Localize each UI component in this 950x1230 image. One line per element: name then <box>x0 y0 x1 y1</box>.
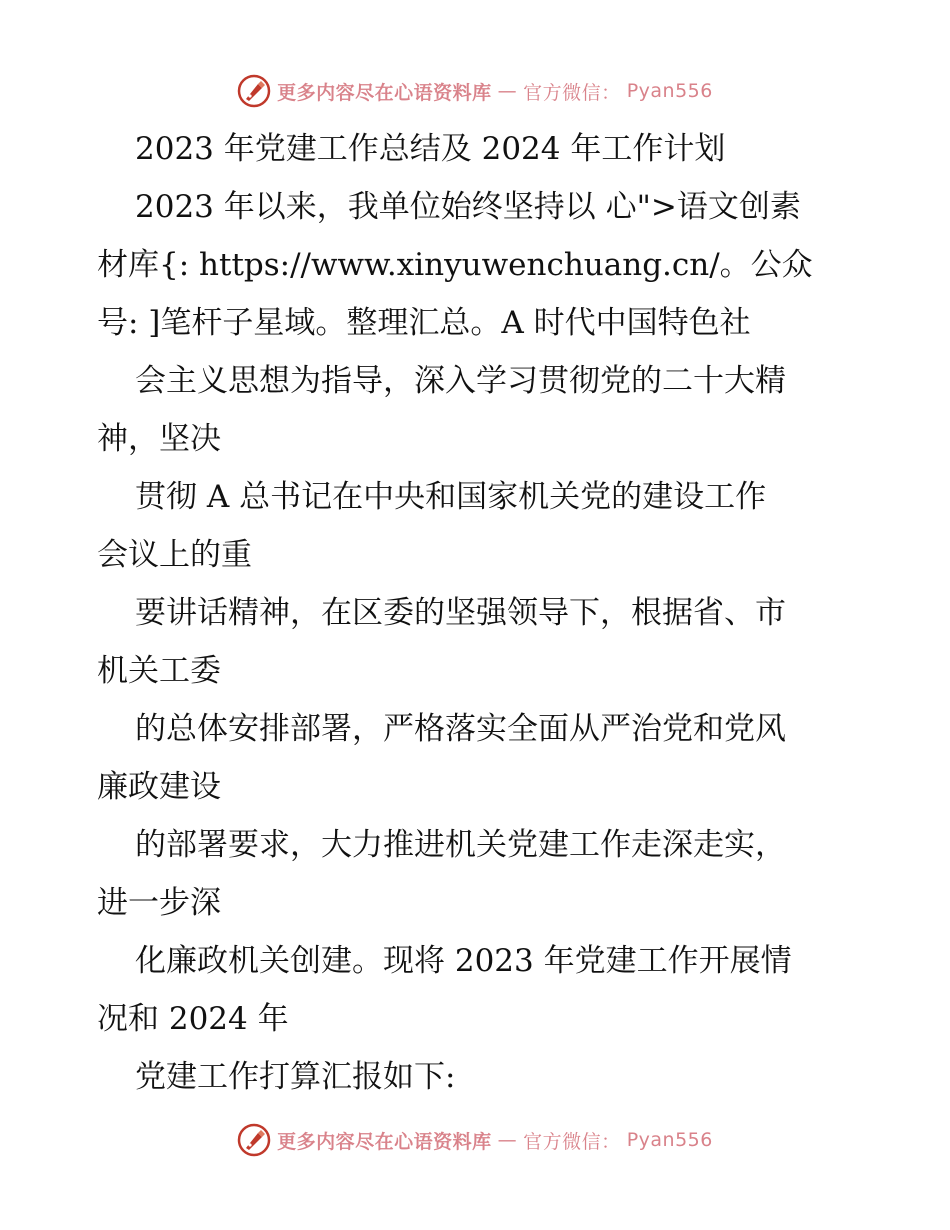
paragraph-line: 贯彻 A 总书记在中央和国家机关党的建设工作 <box>135 479 767 515</box>
paragraph-line: 的总体安排部署，严格落实全面从严治党和党风 <box>135 711 786 747</box>
paragraph-line: 神，坚决 <box>97 421 221 457</box>
watermark-official-label: 官方微信： <box>523 1130 621 1153</box>
paragraph-line: 会主义思想为指导，深入学习贯彻党的二十大精 <box>135 363 786 399</box>
pen-nib-logo-icon <box>237 74 271 108</box>
paragraph-line: 况和 2024 年 <box>97 1001 289 1037</box>
watermark-wechat-id: Pyan556 <box>626 80 713 102</box>
watermark-wechat-id: Pyan556 <box>626 1129 713 1151</box>
paragraph-line: 2023 年以来，我单位始终坚持以 心">语文创素 <box>135 189 801 225</box>
paragraph-line: 廉政建设 <box>97 769 221 805</box>
paragraph-line: 要讲话精神，在区委的坚强领导下，根据省、市 <box>135 595 786 631</box>
paragraph-line: 的部署要求，大力推进机关党建工作走深走实， <box>135 827 786 863</box>
watermark-official-label: 官方微信： <box>523 81 621 104</box>
footer-watermark <box>0 1120 950 1160</box>
paragraph-line: 号: ]笔杆子星域。整理汇总。A 时代中国特色社 <box>97 305 751 341</box>
paragraph-line: 党建工作打算汇报如下: <box>135 1059 456 1095</box>
paragraph-line: 材库{: https://www.xinyuwenchuang.cn/。公众 <box>97 247 813 283</box>
pen-nib-logo-icon <box>237 1123 271 1157</box>
paragraph-line: 会议上的重 <box>97 537 252 573</box>
watermark-main-text: 更多内容尽在心语资料库 <box>277 81 492 104</box>
header-watermark <box>0 71 950 111</box>
paragraph-line: 进一步深 <box>97 885 221 921</box>
watermark-main-text: 更多内容尽在心语资料库 <box>277 1130 492 1153</box>
watermark-dash: — <box>497 1129 518 1151</box>
document-title: 2023 年党建工作总结及 2024 年工作计划 <box>135 131 726 167</box>
document-body <box>97 120 857 1106</box>
watermark-dash: — <box>497 80 518 102</box>
paragraph-line: 机关工委 <box>97 653 221 689</box>
paragraph-line: 化廉政机关创建。现将 2023 年党建工作开展情 <box>135 943 792 979</box>
